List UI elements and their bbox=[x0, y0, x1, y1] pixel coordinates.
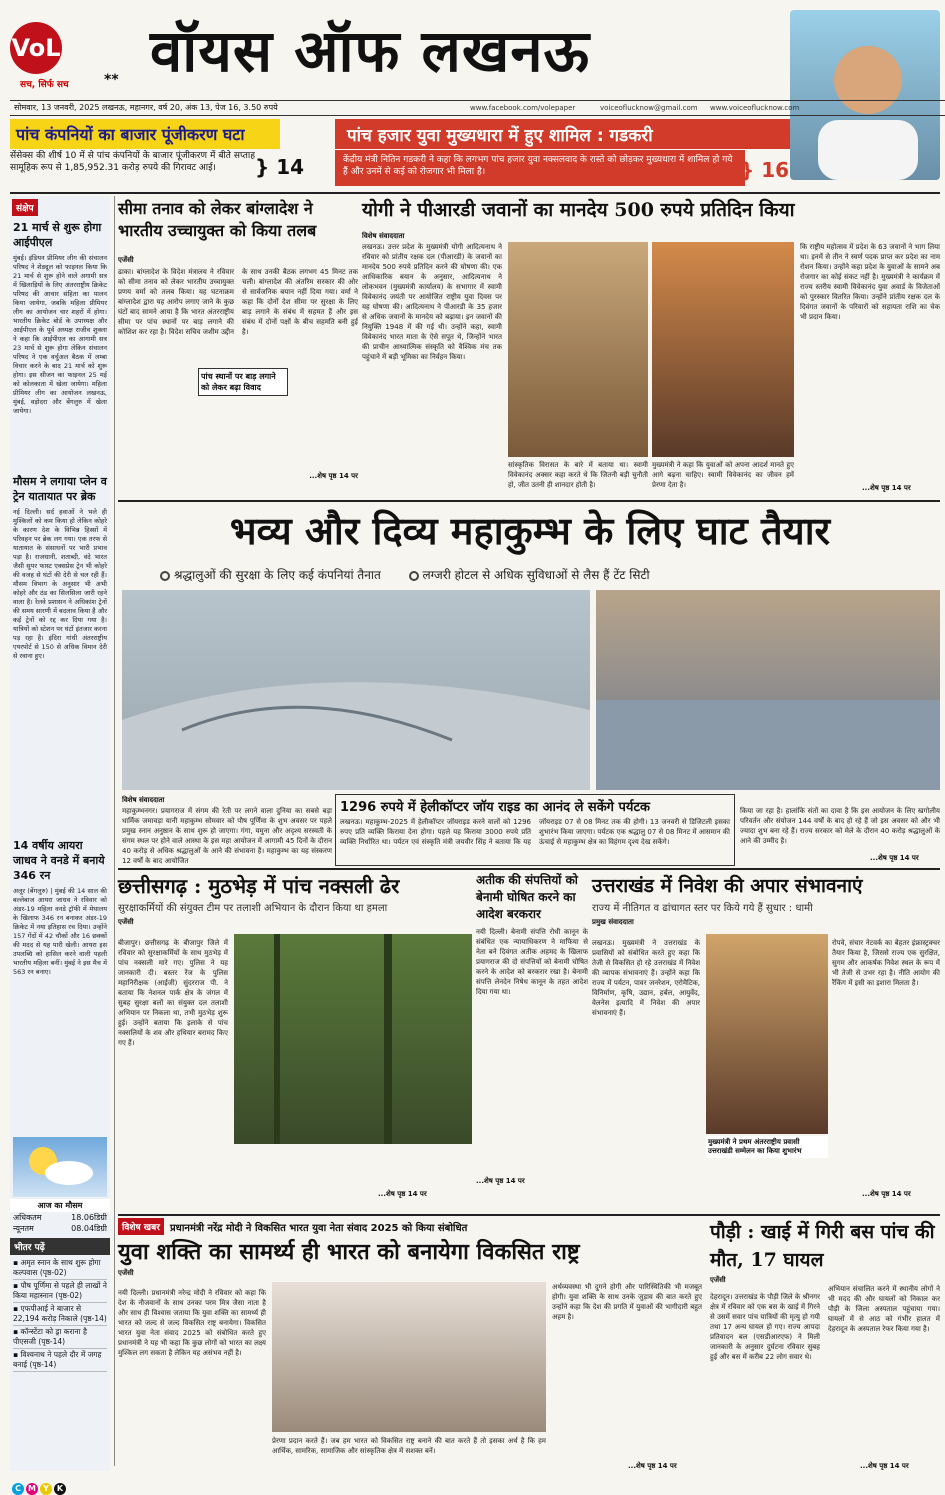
inside-item-page: (पृष्ठ-14) bbox=[80, 1314, 107, 1323]
inside-item-page: (पृष्ठ-02) bbox=[55, 1291, 83, 1300]
youth-story[interactable] bbox=[118, 1218, 704, 1473]
kumbh-bathing-photo bbox=[596, 590, 940, 790]
yogi-caption-2: मुख्यमंत्री ने कहा कि युवाओं को अपना आदर्श मानते हुए आगे बढ़ना चाहिए। स्वामी विवेकानंद का जीवन हमें प्रेरणा देता है। bbox=[652, 461, 794, 489]
bangladesh-headline: सीमा तनाव को लेकर बांग्लादेश ने भारतीय उच्चायुक्त को किया तलब bbox=[118, 199, 317, 240]
pauri-story[interactable] bbox=[710, 1218, 940, 1473]
chhattisgarh-body: बीजापुर। छत्तीसगढ़ के बीजापुर जिले में रविवार को सुरक्षाकर्मियों के साथ मुठभेड़ में पांच नक्सली मारे गए। पुलिस ने यह जानकारी दी। बस्तर रेंज के पुलिस महानिरीक्षक (आईजी) सुंदरराज पी. ने बताया कि नेशनल पार्क क्षेत्र के जंगल में सुबह सुरक्षा बलों का संयुक्त दल तलाशी अभियान पर निकला था, तभी मुठभेड़ शुरू हुई। उन्होंने बताया कि इलाके से पांच नक्सलियों के शव और हथियार बरामद किए गए हैं। bbox=[118, 939, 228, 1047]
gadkari-headline: पांच हजार युवा मुख्यधारा में हुए शामिल : गडकरी bbox=[347, 126, 653, 146]
gadkari-sub: केंद्रीय मंत्री नितिन गडकरी ने कहा कि लगभग पांच हजार युवा नक्सलवाद के रास्ते को छोड़कर मुख्यधारा में शामिल हो गये हैं और उनमें से कई को रोजगार भी मिला है। bbox=[335, 150, 745, 186]
pauri-body: देहरादून। उत्तराखंड के पौड़ी जिले के श्रीनगर क्षेत्र में रविवार को एक बस के खाई में गिरने से उसमें सवार पांच यात्रियों की मृत्यु हो गयी तथा 17 अन्य घायल हो गए। राज्य आपदा प्रतिवादन बल (एसडीआरएफ) ने मिली जानकारी के अनुसार दुर्घटना रविवार सुबह हुई और बस में करीब 22 लोग सवार थे। bbox=[710, 1293, 820, 1361]
chhattisgarh-story[interactable] bbox=[118, 872, 473, 1212]
kumbh-right-body: किया जा रहा है। हालांकि संतों का दावा है कि इस आयोजन के लिए खगोलीय परिवर्तन और संयोजन 144 वर्षों के बाद हो रहे हैं जो इस अवसर को और भी ज्यादा शुभ बना रहे हैं। राज्य सरकार को मेले के दौरान 40 करोड़ श्रद्धालुओं के आने की उम्मीद है। bbox=[740, 807, 940, 845]
uttarakhand-byline: प्रमुख संवाददाता bbox=[592, 918, 634, 926]
inside-item-text: ▪ पौष पूर्णिमा से पहले ही लाखों ने किया महास्नान bbox=[13, 1281, 107, 1300]
inside-item[interactable] bbox=[13, 1349, 107, 1372]
uttarakhand-story[interactable] bbox=[592, 872, 940, 1212]
bangladesh-story[interactable] bbox=[118, 198, 358, 498]
stars: ** bbox=[104, 72, 119, 88]
gadkari-page: } 16 bbox=[740, 158, 790, 182]
modi-photo bbox=[272, 1282, 546, 1432]
inside-item-page: (पृष्ठ-02) bbox=[39, 1268, 67, 1277]
date-text: सोमवार, 13 जनवरी, 2025 लखनऊ, महानगर, वर्ष 20, अंक 13, पेज 16, 3.50 रुपये bbox=[14, 103, 278, 112]
uttarakhand-headline: उत्तराखंड में निवेश की अपार संभावनाएं bbox=[592, 875, 863, 897]
youth-body: नयी दिल्ली। प्रधानमंत्री नरेन्द्र मोदी ने रविवार को कहा कि देश के नौजवानों के साथ उनका परम मित्र जैसा नाता है और साथ ही विश्वास जताया कि युवा शक्ति का सामर्थ्य ही भारत को जल्द से जल्द विकसित राष्ट्र बनायेगा। विकसित भारत युवा नेता संवाद 2025 को संबोधित करते हुए प्रधानमंत्री ने यह भी कहा कि कुछ लोगों को भारत का लक्ष्य मुश्किल लग सकता है लेकिन यह असंभव नहीं है। bbox=[118, 1289, 266, 1357]
inside-item-text: ▪ अमृत स्नान के साथ शुरू होगा कल्पवास bbox=[13, 1258, 101, 1277]
youth-kicker: विशेष खबर bbox=[118, 1218, 164, 1235]
youth-right-body: अर्थव्यवस्था भी दुगने होगी और पारिस्थितिकी भी मजबूत होगी। युवा शक्ति के साथ उनके जुड़ाव की बात करते हुए उन्होंने कहा कि देश की प्रगति में युवाओं की भागीदारी बहुत अहम है। bbox=[552, 1283, 702, 1321]
bangladesh-body: ढाका। बांग्लादेश के विदेश मंत्रालय ने रविवार को सीमा तनाव को लेकर भारतीय उच्चायुक्त प्रणय वर्मा को तलब किया। यह घटनाक्रम बांग्लादेश द्वारा यह आरोप लगाए जाने के कुछ घंटों बाद सामने आया है कि भारत अंतरराष्ट्रीय सीमा पर पांच स्थानों पर बाड़ लगाने की कोशिश कर रहा है। विदेश सचिव जशीम उद्दीन के साथ उनकी बैठक लगभग 45 मिनट तक चली। बांग्लादेश की अंतरिम सरकार की ओर से सार्वजनिक बयान नहीं दिया गया। वर्मा ने कहा कि दोनों देश सीमा पर सुरक्षा के लिए बाड़ लगाने के संबंध में सहमत हैं और इस संबंध में दोनों पक्षों के बीच सहमति बनी हुई है। bbox=[118, 268, 358, 336]
pauri-byline: एजेंसी bbox=[710, 1276, 726, 1284]
youth-mid-body: प्रेरणा प्रदान करते हैं। जब हम भारत को विकसित राष्ट्र बनाने की बात करते हैं तो इसका अर्थ है कि हम आर्थिक, सामरिक, सामाजिक और सांस्कृतिक क्षेत्र में सशक्त बनें। bbox=[272, 1437, 546, 1455]
kumbh-aerial-photo bbox=[122, 590, 590, 790]
uttarakhand-end: ...शेष पृष्ठ 14 पर bbox=[862, 1190, 911, 1198]
cmyk-dot: C bbox=[12, 1483, 24, 1495]
atiq-body: नयी दिल्ली। बेनामी संपत्ति रोधी कानून के संबंधित एक न्यायाधिकरण ने माफिया से नेता बने दिवंगत अतीक अहमद के खिलाफ प्रयागराज की दो संपत्तियों को बेनामी घोषित करने के आदेश को बरकरार रखा है। बेनामी संपत्ति लेनदेन निषेध कानून के तहत आदेश दिया गया था। bbox=[476, 928, 588, 996]
weather-widget bbox=[13, 1137, 107, 1197]
atiq-story[interactable] bbox=[476, 872, 588, 1212]
facebook-link[interactable]: www.facebook.com/volepaper bbox=[470, 104, 576, 112]
inside-item-page: (पृष्ठ-14) bbox=[38, 1337, 66, 1346]
top-left-teaser[interactable] bbox=[10, 119, 280, 149]
yogi-headline: योगी ने पीआरडी जवानों का मानदेय 500 रुपये प्रतिदिन किया bbox=[362, 199, 795, 221]
dateline bbox=[10, 100, 945, 116]
inside-item-text: ▪ विश्वनाथ ने पहले दौर में जगह बनाई bbox=[13, 1350, 102, 1369]
aira-headline[interactable]: 14 वर्षीय आयरा जाधव ने वनडे में बनाये 346 रन bbox=[13, 839, 105, 882]
inside-item-page: (पृष्ठ-14) bbox=[29, 1360, 57, 1369]
inside-item[interactable] bbox=[13, 1280, 107, 1303]
inside-title: भीतर पढ़ें bbox=[10, 1238, 110, 1255]
cmyk-dot: M bbox=[26, 1483, 38, 1495]
inside-item[interactable] bbox=[13, 1257, 107, 1280]
min-temp-label: न्यूनतम bbox=[13, 1224, 34, 1233]
inside-list bbox=[10, 1255, 110, 1374]
market-cap-headline: पांच कंपनियों का बाजार पूंजीकरण घटा bbox=[16, 125, 245, 144]
youth-headline: युवा शक्ति का सामर्थ्य ही भारत को बनायेगा विकसित राष्ट्र bbox=[118, 1239, 580, 1265]
youth-byline: एजेंसी bbox=[118, 1269, 134, 1277]
uttarakhand-right-body: रोपवे, संचार नेटवर्क का बेहतर इंफ्रास्ट्रक्चर तैयार किया है, जिससे राज्य एक सुरक्षित, सुगम और आकर्षक निवेश स्थल के रूप में भी तेजी से उभर रहा है। नीति आयोग की रैंकिंग में इसी का इशारा मिलता है। bbox=[832, 939, 940, 987]
kumbh-sub-2: लग्जरी होटल से अधिक सुविधाओं से लैस हैं टेंट सिटी bbox=[422, 568, 650, 582]
helicopter-box[interactable] bbox=[335, 794, 735, 866]
bangladesh-byline: एजेंसी bbox=[118, 256, 134, 264]
ipl-body: मुंबई। इंडियन प्रीमियर लीग की संचालन परिषद ने शेड्यूल को फाइनल किया कि 21 मार्च से शुरू होने वाले अगामी सत्र में खिलाड़ियों के लिए अंतरराष्ट्रीय क्रिकेट परिषद की आचार संहिता का पालन किया जायेगा, जबकि महिला प्रीमियर लीग का आयोजन चार शहरों में होगा। भारतीय क्रिकेट बोर्ड के उपाध्यक्ष और आईपीएल के पूर्व अध्यक्ष राजीव शुक्ला ने कहा कि आईपीएल का आगामी सत्र 23 मार्च से शुरू होगा लेकिन संचालन परिषद ने एक वर्चुअल बैठक में लम्बा विचार करने के बाद 21 मार्च को शुरू होगा। इस सीजन का फाइनल 25 मई को कोलकाता में खेला जायेगा। महिला प्रीमियर लीग का आयोजन लखनऊ, मुंबई, वड़ोदरा और बेंगलुरु में खेला जायेगा। bbox=[13, 254, 107, 415]
youth-end: ...शेष पृष्ठ 14 पर bbox=[628, 1462, 677, 1470]
yogi-photo-1 bbox=[508, 242, 648, 457]
cmyk-dot: Y bbox=[40, 1483, 52, 1495]
logo-text: VoL bbox=[11, 34, 61, 62]
yogi-byline: विशेष संवाददाता bbox=[362, 232, 405, 240]
min-temp-value: 08.04डिग्री bbox=[71, 1224, 107, 1233]
ipl-headline[interactable]: 21 मार्च से शुरू होगा आईपीएल bbox=[13, 221, 102, 249]
pauri-headline: पौड़ी : खाई में गिरी बस पांच की मौत, 17 घायल bbox=[710, 1221, 935, 1271]
uttarakhand-body: लखनऊ। मुख्यमंत्री ने उत्तराखंड के प्रवासियों को संबोधित करते हुए कहा कि तेजी से विकसित हो रहे उत्तराखंड में निवेश की व्यापक संभावनाएं हैं। उन्होंने कहा कि राज्य में पर्यटन, पावर जनरेशन, एरोमैटिक, विनिर्माण, कृषि, उद्यान, हर्बल, आयुर्वेद, वेलनेस इत्यादि में निवेश की अपार संभावनाएं हैं। bbox=[592, 939, 700, 1017]
bangladesh-end: ...शेष पृष्ठ 14 पर bbox=[309, 472, 358, 480]
cmyk-dot: K bbox=[54, 1483, 66, 1495]
yogi-photo-2 bbox=[652, 242, 794, 457]
helicopter-headline: 1296 रुपये में हेलीकॉप्टर जॉय राइड का आनंद ले सकेंगे पर्यटक bbox=[340, 800, 650, 815]
chhattisgarh-sub: सुरक्षाकर्मियों की संयुक्त टीम पर तलाशी अभियान के दौरान किया था हमला bbox=[118, 903, 388, 914]
email-link[interactable]: voiceoflucknow@gmail.com bbox=[600, 104, 698, 112]
yogi-caption-1: सांस्कृतिक विरासत के बारे में बताया था। स्वामी विवेकानंद अक्सर कहा करते थे कि जितनी बड़ी चुनौती हो, जीत उतनी ही शानदार होती है। bbox=[508, 461, 648, 489]
newspaper-title: वॉयस ऑफ लखनऊ bbox=[150, 17, 591, 85]
weather-title: आज का मौसम bbox=[10, 1199, 110, 1212]
atiq-headline: अतीक की संपत्तियों को बेनामी घोषित करने का आदेश बरकरार bbox=[476, 873, 578, 921]
bullet-icon bbox=[160, 571, 170, 581]
atiq-end: ...शेष पृष्ठ 14 पर bbox=[476, 1177, 525, 1185]
inside-item[interactable] bbox=[13, 1326, 107, 1349]
chhattisgarh-end: ...शेष पृष्ठ 14 पर bbox=[378, 1190, 427, 1198]
tagline: सच, सिर्फ सच bbox=[20, 80, 69, 90]
naxal-forest-photo bbox=[234, 934, 472, 1144]
chhattisgarh-headline: छत्तीसगढ़ : मुठभेड़ में पांच नक्सली ढेर bbox=[118, 874, 400, 898]
helicopter-body: लखनऊ। महाकुम्भ-2025 में हेलीकॉप्टर जॉयराइड करने वालों को 1296 रुपए प्रति व्यक्ति किराया देना होगा। पहले यह किराया 3000 रुपये प्रति व्यक्ति निर्धारित था। पर्यटन एवं संस्कृति मंत्री जयवीर सिंह ने बताया कि यह जॉयराइड 07 से 08 मिनट तक की होगी। 13 जनवरी से डिजिटली इसका शुभारंभ किया जाएगा। पर्यटक एक श्रद्धालु 07 से 08 मिनट में आसमान की ऊंचाई से महाकुम्भ क्षेत्र का विहंगम दृश्य देख सकेंगे। bbox=[340, 818, 730, 846]
kumbh-sub-1: श्रद्धालुओं की सुरक्षा के लिए कई कंपनियां तैनात bbox=[174, 568, 381, 582]
yogi-right-body: कि राष्ट्रीय महोत्सव में प्रदेश के 63 जवानों ने भाग लिया था। इनमें से तीन ने स्वर्ण पदक प्राप्त कर प्रदेश का नाम रोशन किया। उन्होंने कहा प्रदेश के युवाओं के सामने अब रोजगार का कोई संकट नहीं है। मुख्यमंत्री ने कार्यक्रम में राज्य स्तरीय स्वामी विवेकानंद युवा अवार्ड के विजेताओं को पुरस्कार वितरित किया। उन्होंने प्रांतीय रक्षक दल के दिवंगत जवानों के परिवारों को सहायता राशि का चेक भी प्रदान किया। bbox=[800, 243, 940, 321]
uttarakhand-sub: राज्य में नीतिगत व ढांचागत स्तर पर किये गये हैं सुधार : धामी bbox=[592, 903, 813, 914]
kumbh-headline[interactable]: भव्य और दिव्य महाकुम्भ के लिए घाट तैयार bbox=[229, 508, 831, 553]
youth-kicker-text: प्रधानमंत्री नरेंद्र मोदी ने विकसित भारत युवा नेता संवाद 2025 को किया संबोधित bbox=[169, 1222, 468, 1234]
pauri-right-body: अभियान संचालित करने में स्थानीय लोगों ने भी मदद की और घायलों को निकाल कर पौड़ी के जिला अस्पताल पहुंचाया गया। घायलों में से आठ को गंभीर हालत में देहरादून के अस्पताल रेफर किया गया है। bbox=[828, 1285, 940, 1333]
market-cap-sub: सेंसेक्स की शीर्ष 10 में से पांच कंपनियों के बाजार पूंजीकरण में बीते सप्ताह सामूहिक रूप से 1,85,952.31 करोड़ रुपये की गिरावट आई। bbox=[10, 151, 255, 173]
dhami-photo bbox=[706, 934, 828, 1134]
aira-body: अलूर (बेंगलुरु) | मुंबई की 14 साल की बल्लेबाज आयरा जाधव ने रविवार को अंडर-19 महिला वनडे ट्रॉफी में मेघालय के खिलाफ 346 रन बनाकर अंडर-19 क्रिकेट में नया इतिहास रच दिया। उन्होंने 157 गेंदों में 42 चौकों और 16 छक्कों की मदद से यह पारी खेली। आयरा इस उपलब्धि को हासिल करने वाली पहली भारतीय महिला बनीं। मुंबई ने इस मैच में 563 रन बनाए। bbox=[13, 887, 107, 976]
kumbh-end: ...शेष पृष्ठ 14 पर bbox=[870, 854, 919, 862]
dhami-caption: मुख्यमंत्री ने प्रथम अंतरराष्ट्रीय प्रवासी उत्तराखंडी सम्मेलन का किया शुभारंभ bbox=[706, 1136, 828, 1158]
cmyk-marks bbox=[12, 1476, 68, 1495]
weather-body: नई दिल्ली। सर्द हवाओं ने भले ही मुश्किलों को कम किया हो लेकिन कोहरे के कारण देश के विभिन्न हिस्सों में परिवहन पर ब्रेक लग गया। एक तरफ से यातायात के संसाधनों पर भारी प्रभाव पड़ा है। राजधानी, शताब्दी, वंदे भारत जैसी सुपर फास्ट एक्सप्रेस ट्रेन भी कोहरे की वजह से घंटों की देरी से चल रही हैं। मौसम विभाग के अनुसार भी अभी कोहरे और ठंड का सिलसिला जारी रहने वाला है। रेलवे प्रशासन ने अधिकांश ट्रेनों की समय सारणी में बदलाव किया है और कई ट्रेनों को रद्द कर दिया गया है। यात्रियों को स्टेशन पर घंटों इंतजार करना पड़ रहा है। इंदिरा गांधी अंतरराष्ट्रीय एयरपोर्ट से 150 से अधिक विमान देरी से रवाना हुए। bbox=[13, 508, 107, 660]
inside-item[interactable] bbox=[13, 1303, 107, 1326]
bullet-icon bbox=[409, 571, 419, 581]
inside-item-text: ▪ एफपीआई ने बाजार से 22,194 करोड़ निकाले bbox=[13, 1304, 82, 1323]
website-link[interactable]: www.voiceoflucknow.com bbox=[710, 104, 800, 112]
inside-item-text: ▪ कॉन्स्टेंटा को ड्रा कराना है पीएसजी bbox=[13, 1327, 87, 1346]
kumbh-byline: विशेष संवाददाता bbox=[122, 796, 165, 804]
yogi-body: लखनऊ। उत्तर प्रदेश के मुख्यमंत्री योगी आदित्यनाथ ने रविवार को प्रांतीय रक्षक दल (पीआरडी) के जवानों का मानदेय 500 रुपये प्रतिदिन करने की घोषणा की। एक आधिकारिक बयान के अनुसार, आदित्यनाथ ने लोकभवन (मुख्यमंत्री कार्यालय) के सभागार में स्वामी विवेकानंद जयंती पर आयोजित राष्ट्रीय युवा दिवस पर यह घोषणा की। आदित्यनाथ ने पीआरडी के 35 हजार से अधिक जवानों के मानदेय को बढ़ाया। इन जवानों की नियुक्ति 1948 में की गई थी। उन्होंने कहा, स्वामी विवेकानंद भारत माता के ऐसे सपूत थे, जिन्होंने भारत की प्राचीन आध्यात्मिक संस्कृति को वैश्विक मंच तक पहुंचाने में बड़ी भूमिका का निर्वहन किया। bbox=[362, 243, 502, 361]
bangladesh-quote: पांच स्थानों पर बाड़ लगाने को लेकर बढ़ा विवाद bbox=[198, 368, 288, 396]
max-temp-value: 18.06डिग्री bbox=[71, 1213, 107, 1222]
weather-headline[interactable]: मौसम ने लगाया प्लेन व ट्रेन यातायात पर ब्रेक bbox=[13, 475, 107, 503]
sidebar-label: संक्षेप bbox=[12, 199, 38, 216]
chhattisgarh-byline: एजेंसी bbox=[118, 918, 134, 926]
max-temp-label: अधिकतम bbox=[13, 1213, 42, 1222]
market-cap-page: } 14 bbox=[255, 155, 305, 179]
kumbh-body: महाकुम्भनगर। प्रयागराज में संगम की रेती पर लगने वाला दुनिया का सबसे बड़ा धार्मिक जमावड़ा यानी महाकुम्भ सोमवार को पौष पूर्णिमा के शुभ अवसर पर पहले प्रमुख स्नान अनुष्ठान के साथ शुरू हो जाएगा। गंगा, यमुना और अदृश्य सरस्वती के संगम स्थल पर होने वाले आस्था के इस महा आयोजन में आगामी 45 दिनों के दौरान 40 करोड़ से अधिक श्रद्धालुओं के आने की संभावना है। महाकुम्भ का यह संस्करण 12 वर्षों के बाद आयोजित bbox=[122, 807, 332, 864]
sidebar bbox=[10, 196, 110, 1471]
yogi-end: ...शेष पृष्ठ 14 पर bbox=[862, 484, 911, 492]
gadkari-teaser[interactable] bbox=[335, 119, 790, 149]
pauri-end: ...शेष पृष्ठ 14 पर bbox=[860, 1462, 909, 1470]
yogi-story[interactable] bbox=[362, 198, 940, 498]
gadkari-photo bbox=[790, 10, 940, 180]
